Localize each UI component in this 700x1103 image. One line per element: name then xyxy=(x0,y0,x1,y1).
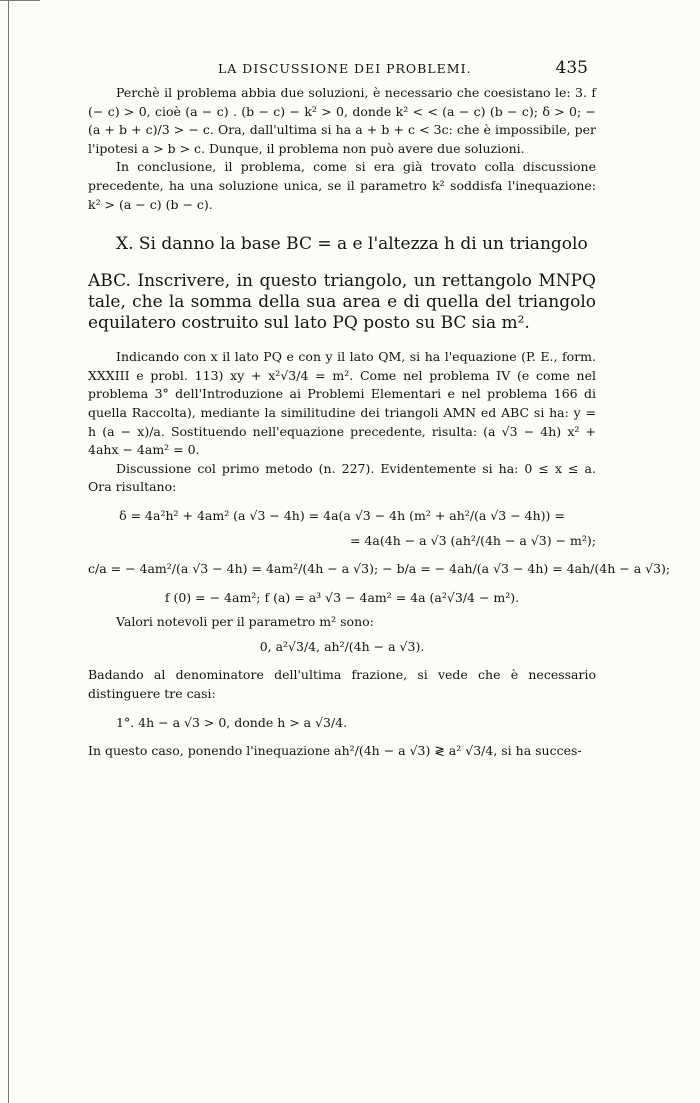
paragraph-equation-setup: Indicando con x il lato PQ e con y il lato QM, si ha l'equazione (P. E., form. XXXIII e probl. 113) xy + x²√3/4 = m². Come nel problema IV (e come nel problema 3° dell'Introduzione ai Problemi Elementari e nel problema 166 di quella Raccolta), mediante la similitudine dei triangoli AMN ed ABC si ha: y = h (a − x)/a. Sostituendo nell'equazione precedente, risulta: (a √3 − 4h) x² + 4ahx − 4am² = 0. xyxy=(88,349,596,458)
problem-statement-rest: ABC. Inscrivere, in questo triangolo, un rettangolo MNPQ tale, che la somma della sua area e di quella del triangolo equilatero costruito sul lato PQ posto su BC sia m². xyxy=(88,271,596,334)
paragraph-inequation: In questo caso, ponendo l'inequazione ah²/(4h − a √3) ≷ a² √3/4, si ha succes- xyxy=(88,743,582,759)
paragraph-conclusion: In conclusione, il problema, come si era già trovato colla discussione precedente, ha una soluzione unica, se il parametro k² soddisfa l'inequazione: k² > (a − c) (b − c). xyxy=(88,159,596,212)
paragraph-three-cases: Badando al denominatore dell'ultima frazione, si vede che è necessario distinguere tre casi: xyxy=(88,667,596,702)
equation-delta-line1: δ = 4a²h² + 4am² (a √3 − 4h) = 4a(a √3 − 4h (m² + ah²/(a √3 − 4h)) = xyxy=(119,507,565,523)
equation-f-values: f (0) = − 4am²; f (a) = a³ √3 − 4am² = 4a (a²√3/4 − m²). xyxy=(164,589,520,605)
equation-ratios: c/a = − 4am²/(a √3 − 4h) = 4am²/(4h − a √3); − b/a = − 4ah/(a √3 − 4h) = 4ah/(4h − a √3); xyxy=(88,561,671,577)
paragraph-two-solutions: Perchè il problema abbia due soluzioni, è necessario che coesistano le: 3. f (− c) > 0, cioè (a − c) . (b − c) − k² > 0, donde k² < < (a − c) (b − c); δ > 0; − (a + b + c)/3 > − c. Ora, dall'ultima si ha a + b + c < 3c: che è impossibile, per l'ipotesi a > b > c. Dunque, il problema non può avere due soluzioni. xyxy=(88,85,596,156)
case-1: 1°. 4h − a √3 > 0, donde h > a √3/4. xyxy=(116,714,348,730)
page-header xyxy=(88,58,598,82)
left-scan-edge xyxy=(8,0,9,1103)
paragraph-discussion-method: Discussione col primo metodo (n. 227). Evidentemente si ha: 0 ≤ x ≤ a. Ora risultano: xyxy=(88,460,596,495)
problem-statement-line1: X. Si danno la base BC = a e l'altezza h di un triangolo xyxy=(116,234,588,255)
page-body xyxy=(88,84,671,761)
running-title: LA DISCUSSIONE DEI PROBLEMI. xyxy=(218,61,472,76)
top-scan-mark xyxy=(0,0,40,1)
page-number: 435 xyxy=(555,58,588,78)
equation-notable-values: 0, a²√3/4, ah²/(4h − a √3). xyxy=(259,638,425,654)
equation-delta-line2: = 4a(4h − a √3 (ah²/(4h − a √3) − m²); xyxy=(350,532,596,548)
paragraph-notable-values: Valori notevoli per il parametro m² sono: xyxy=(116,614,374,630)
